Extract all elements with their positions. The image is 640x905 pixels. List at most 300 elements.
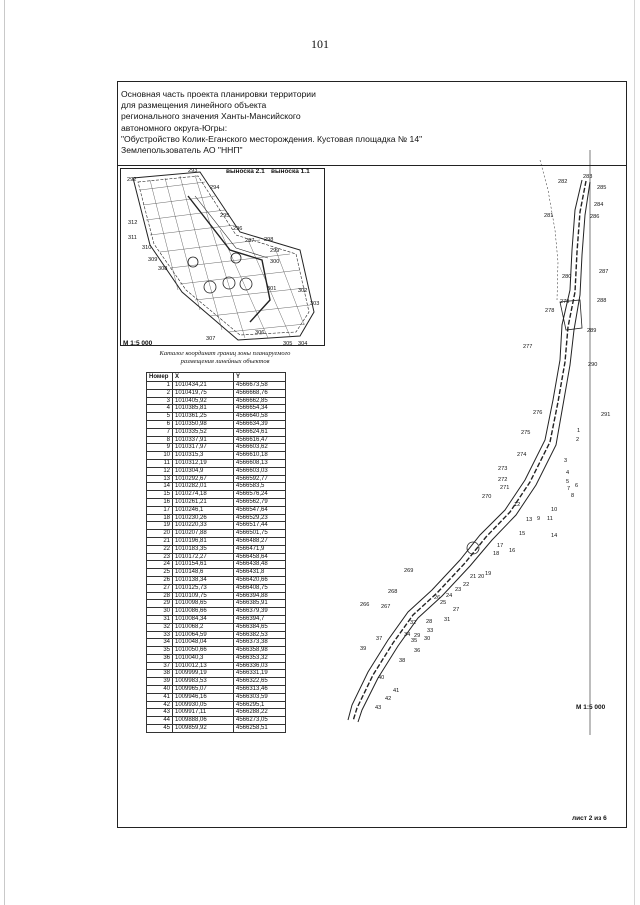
cell-x: 1010292,67 <box>173 475 234 483</box>
table-row <box>147 561 286 569</box>
table-row <box>147 405 286 413</box>
main-map-point-label: 288 <box>597 298 607 304</box>
cell-x: 1010261,21 <box>173 498 234 506</box>
cell-number: 31 <box>147 615 173 623</box>
table-row <box>147 654 286 662</box>
cell-number: 39 <box>147 678 173 686</box>
inset-map-point-label: 300 <box>270 259 280 265</box>
inset-pipeline <box>195 196 268 258</box>
main-map-point-label: 35 <box>411 638 418 644</box>
title-line: "Обустройство Колик-Еганского месторождения. Кустовая площадка № 14" <box>121 133 423 144</box>
cell-x: 1010335,52 <box>173 428 234 436</box>
table-row <box>147 506 286 514</box>
cell-y: 4566384,65 <box>234 623 286 631</box>
table-row <box>147 444 286 452</box>
cell-x: 1010125,73 <box>173 584 234 592</box>
cell-x: 1010312,19 <box>173 459 234 467</box>
table-row <box>147 545 286 553</box>
cell-y: 4566562,79 <box>234 498 286 506</box>
table-row <box>147 584 286 592</box>
main-map-point-label: 23 <box>455 587 462 593</box>
main-map-point-label: 6 <box>575 483 579 489</box>
cell-x: 1010350,98 <box>173 420 234 428</box>
cell-x: 1009930,05 <box>173 701 234 709</box>
cell-number: 19 <box>147 522 173 530</box>
cell-y: 4566273,05 <box>234 717 286 725</box>
cell-x: 1010068,2 <box>173 623 234 631</box>
table-row <box>147 413 286 421</box>
coordinate-table-body <box>147 382 286 733</box>
table-row <box>147 537 286 545</box>
main-map-point-label: 18 <box>493 551 500 557</box>
main-map-point-label: 10 <box>551 507 558 513</box>
main-map-point-label: 37 <box>376 636 383 642</box>
cell-y: 4566353,32 <box>234 654 286 662</box>
inset-map-point-label: 293 <box>188 168 198 174</box>
corridor-boundary-right <box>358 182 590 722</box>
coordinate-table <box>146 372 286 733</box>
inset-plan <box>133 172 314 340</box>
cell-number: 14 <box>147 483 173 491</box>
cell-x: 1010196,81 <box>173 537 234 545</box>
cell-number: 41 <box>147 693 173 701</box>
cell-y: 4566583,5 <box>234 483 286 491</box>
table-row <box>147 436 286 444</box>
cell-number: 21 <box>147 537 173 545</box>
cell-x: 1010064,59 <box>173 631 234 639</box>
table-row <box>147 662 286 670</box>
table-row <box>147 397 286 405</box>
cell-y: 4566576,24 <box>234 491 286 499</box>
cell-y: 4566438,48 <box>234 561 286 569</box>
inset-map-point-label: 299 <box>270 248 280 254</box>
inset-zone-boundary <box>133 172 314 340</box>
main-map-point-label: 21 <box>470 574 477 580</box>
inset-map-point-label: 312 <box>128 220 138 226</box>
cell-y: 4566408,75 <box>234 584 286 592</box>
cell-x: 1010317,97 <box>173 444 234 452</box>
cell-number: 12 <box>147 467 173 475</box>
main-map-point-label: 273 <box>498 466 508 472</box>
cell-number: 27 <box>147 584 173 592</box>
cell-x: 1010154,61 <box>173 561 234 569</box>
table-row <box>147 615 286 623</box>
main-map-point-label: 36 <box>414 648 421 654</box>
main-map-point-label: 278 <box>545 308 555 314</box>
cell-y: 4566673,58 <box>234 382 286 390</box>
main-map-point-label: 33 <box>427 628 434 634</box>
cell-y: 4566258,51 <box>234 725 286 733</box>
main-map-point-label: 275 <box>521 430 531 436</box>
main-map-point-label: 8 <box>571 493 575 499</box>
cell-x: 1009999,19 <box>173 670 234 678</box>
main-map-point-label: 43 <box>375 705 382 711</box>
cell-x: 1010385,81 <box>173 405 234 413</box>
cell-number: 30 <box>147 608 173 616</box>
table-row <box>147 670 286 678</box>
cell-y: 4566379,39 <box>234 608 286 616</box>
cell-number: 43 <box>147 709 173 717</box>
cell-x: 1010434,21 <box>173 382 234 390</box>
main-map-point-label: 5 <box>566 479 570 485</box>
cell-x: 1010405,92 <box>173 397 234 405</box>
cell-x: 1009859,92 <box>173 725 234 733</box>
inset-map-point-label: 301 <box>267 286 277 292</box>
inset-map-point-label: 296 <box>233 226 243 232</box>
table-row <box>147 475 286 483</box>
cell-number: 32 <box>147 623 173 631</box>
main-map-point-label: 290 <box>588 362 598 368</box>
inset-map-point-label: 297 <box>245 238 255 244</box>
inset-map-point-label: 295 <box>220 213 230 219</box>
inset-scale-label: М 1:5 000 <box>123 340 153 347</box>
main-map-point-label: 269 <box>404 568 414 574</box>
main-map-point-label: 270 <box>482 494 492 500</box>
table-row <box>147 686 286 694</box>
main-map-point-label: 287 <box>599 269 609 275</box>
cell-y: 4566610,18 <box>234 452 286 460</box>
cell-number: 16 <box>147 498 173 506</box>
cell-number: 42 <box>147 701 173 709</box>
cell-y: 4566471,9 <box>234 545 286 553</box>
cell-number: 11 <box>147 459 173 467</box>
cell-y: 4566624,61 <box>234 428 286 436</box>
cell-number: 40 <box>147 686 173 694</box>
table-row <box>147 725 286 733</box>
cell-x: 1010109,75 <box>173 592 234 600</box>
cell-y: 4566322,65 <box>234 678 286 686</box>
main-map-point-label: 26 <box>434 595 441 601</box>
cell-x: 1010315,3 <box>173 452 234 460</box>
main-map-point-label: 30 <box>424 636 431 642</box>
table-caption-line: размещения линейных объектов <box>180 358 270 365</box>
page-number: 101 <box>311 37 329 51</box>
title-line: Землепользователь АО "ННП" <box>121 145 243 156</box>
cell-number: 26 <box>147 576 173 584</box>
cell-y: 4566394,7 <box>234 615 286 623</box>
inset-hatch-grid <box>140 175 310 338</box>
cell-x: 1010050,66 <box>173 647 234 655</box>
main-map-point-label: 289 <box>587 328 597 334</box>
cell-number: 20 <box>147 530 173 538</box>
inset-map-point-label: 298 <box>264 237 274 243</box>
cell-x: 1010183,35 <box>173 545 234 553</box>
main-map-point-label: 17 <box>497 543 504 549</box>
table-row <box>147 522 286 530</box>
cell-y: 4566288,22 <box>234 709 286 717</box>
cell-number: 33 <box>147 631 173 639</box>
title-line: автономного округа-Югры: <box>121 122 228 133</box>
cell-y: 4566488,27 <box>234 537 286 545</box>
cell-y: 4566358,98 <box>234 647 286 655</box>
inset-map-point-label: 309 <box>148 257 158 263</box>
table-row <box>147 553 286 561</box>
cell-x: 1010207,88 <box>173 530 234 538</box>
cell-number: 13 <box>147 475 173 483</box>
cell-x: 1010282,01 <box>173 483 234 491</box>
table-row <box>147 709 286 717</box>
table-caption-line: Каталог координат границ зоны планируемого <box>159 350 291 357</box>
table-caption <box>150 350 300 366</box>
table-row <box>147 428 286 436</box>
adjacent-line <box>540 160 558 300</box>
title-line: для размещения линейного объекта <box>121 100 267 111</box>
main-map-point-label: 28 <box>426 619 433 625</box>
cell-number: 18 <box>147 514 173 522</box>
cell-number: 4 <box>147 405 173 413</box>
cell-y: 4566603,62 <box>234 444 286 452</box>
cell-y: 4566336,03 <box>234 662 286 670</box>
cell-y: 4566373,38 <box>234 639 286 647</box>
inset-callout-1-label: выноска 1.1 <box>271 168 310 175</box>
cell-y: 4566331,19 <box>234 670 286 678</box>
inset-well-marker <box>204 281 216 293</box>
inset-map-point-label: 303 <box>310 301 320 307</box>
main-map-point-label: 276 <box>533 410 543 416</box>
main-map-point-label: 277 <box>523 344 533 350</box>
main-map-point-label: 2 <box>576 437 580 443</box>
cell-x: 1010040,3 <box>173 654 234 662</box>
main-map-point-label: 40 <box>378 675 385 681</box>
table-row <box>147 631 286 639</box>
inset-map-point-label: 305 <box>283 341 293 347</box>
cell-x: 1009965,07 <box>173 686 234 694</box>
cell-y: 4566431,8 <box>234 569 286 577</box>
table-row <box>147 382 286 390</box>
cell-y: 4566385,91 <box>234 600 286 608</box>
inset-map-point-label: 307 <box>206 336 216 342</box>
main-map-point-label: 13 <box>526 517 533 523</box>
cell-number: 28 <box>147 592 173 600</box>
cell-x: 1010048,04 <box>173 639 234 647</box>
main-map-point-label: 291 <box>601 412 611 418</box>
main-map-point-label: 34 <box>404 632 411 638</box>
cell-number: 34 <box>147 639 173 647</box>
cell-number: 35 <box>147 647 173 655</box>
main-scale-label: М 1:5 000 <box>576 704 606 711</box>
table-row <box>147 389 286 397</box>
cell-y: 4566529,23 <box>234 514 286 522</box>
cell-x: 1010304,9 <box>173 467 234 475</box>
cell-number: 9 <box>147 444 173 452</box>
inset-map-point-label: 302 <box>298 288 308 294</box>
main-map-point-label: 22 <box>463 582 470 588</box>
table-row <box>147 647 286 655</box>
cell-x: 1009917,11 <box>173 709 234 717</box>
inset-callout-2-label: выноска 2.1 <box>226 168 265 175</box>
cell-x: 1010172,27 <box>173 553 234 561</box>
main-map-point-label: 15 <box>519 531 526 537</box>
main-map-point-label: 27 <box>453 607 460 613</box>
cell-y: 4566394,88 <box>234 592 286 600</box>
cell-number: 23 <box>147 553 173 561</box>
column-header-number: Номер <box>147 373 173 382</box>
cell-y: 4566458,64 <box>234 553 286 561</box>
cell-x: 1010086,66 <box>173 608 234 616</box>
main-map-point-label: 38 <box>399 658 406 664</box>
main-map-point-label: 267 <box>381 604 391 610</box>
main-map-point-label: 16 <box>509 548 516 554</box>
cell-x: 1009888,06 <box>173 717 234 725</box>
main-map-point-label: 286 <box>590 214 600 220</box>
column-header-x: X <box>173 373 234 382</box>
cell-number: 45 <box>147 725 173 733</box>
cell-y: 4566547,64 <box>234 506 286 514</box>
cell-y: 4566616,47 <box>234 436 286 444</box>
main-map-point-label: 3 <box>564 458 568 464</box>
cell-number: 3 <box>147 397 173 405</box>
main-map-point-label: 285 <box>597 185 607 191</box>
inset-map-point-label: 308 <box>158 266 168 272</box>
table-row <box>147 608 286 616</box>
main-map-point-label: 274 <box>517 452 527 458</box>
inset-map-point-label: 306 <box>255 330 265 336</box>
main-map-point-label: 29 <box>414 633 421 639</box>
main-map-point-label: 39 <box>360 646 367 652</box>
table-row <box>147 420 286 428</box>
table-row <box>147 600 286 608</box>
cell-x: 1010220,33 <box>173 522 234 530</box>
main-map-point-label: 25 <box>440 600 447 606</box>
inset-map-point-label: 311 <box>128 235 137 241</box>
cell-y: 4566654,34 <box>234 405 286 413</box>
table-row <box>147 639 286 647</box>
inset-map-point-label: 310 <box>142 245 152 251</box>
cell-y: 4566313,46 <box>234 686 286 694</box>
main-map-point-label: 7 <box>567 486 571 492</box>
cell-y: 4566303,59 <box>234 693 286 701</box>
cell-x: 1010246,1 <box>173 506 234 514</box>
cell-y: 4566420,66 <box>234 576 286 584</box>
inset-map-point-label: 292 <box>127 177 137 183</box>
cell-x: 1010084,34 <box>173 615 234 623</box>
main-map-point-label: 14 <box>551 533 558 539</box>
main-map-point-label: 279 <box>560 299 570 305</box>
table-row <box>147 717 286 725</box>
cell-x: 1010419,75 <box>173 389 234 397</box>
sheet-number: лист 2 из 6 <box>572 815 607 822</box>
cell-x: 1010098,65 <box>173 600 234 608</box>
cell-number: 25 <box>147 569 173 577</box>
inset-well-marker <box>223 277 235 289</box>
cell-y: 4566668,76 <box>234 389 286 397</box>
cell-y: 4566634,39 <box>234 420 286 428</box>
table-row <box>147 530 286 538</box>
cell-x: 1010138,34 <box>173 576 234 584</box>
main-map-point-label: 280 <box>562 274 572 280</box>
corridor-boundary-left <box>348 180 582 720</box>
cell-number: 6 <box>147 420 173 428</box>
inset-map-point-label: 294 <box>210 185 220 191</box>
cell-number: 1 <box>147 382 173 390</box>
cell-number: 36 <box>147 654 173 662</box>
cell-number: 7 <box>147 428 173 436</box>
main-map-point-label: 282 <box>558 179 568 185</box>
inset-map-point-label: 304 <box>298 341 308 347</box>
title-line: Основная часть проекта планировки территории <box>121 89 316 99</box>
main-map-point-label: 41 <box>393 688 400 694</box>
table-row <box>147 701 286 709</box>
cell-y: 4566382,53 <box>234 631 286 639</box>
main-map-point-label: 19 <box>485 571 492 577</box>
cell-x: 1010361,25 <box>173 413 234 421</box>
cell-number: 22 <box>147 545 173 553</box>
cell-number: 2 <box>147 389 173 397</box>
cell-number: 15 <box>147 491 173 499</box>
cell-y: 4566295,1 <box>234 701 286 709</box>
cell-y: 4566662,85 <box>234 397 286 405</box>
cell-number: 5 <box>147 413 173 421</box>
main-map-point-label: 281 <box>544 213 554 219</box>
main-map-point-label: 32 <box>410 620 417 626</box>
main-map-point-label: 12 <box>514 502 521 508</box>
cell-number: 37 <box>147 662 173 670</box>
cell-x: 1010274,18 <box>173 491 234 499</box>
cell-x: 1010230,26 <box>173 514 234 522</box>
cell-number: 44 <box>147 717 173 725</box>
main-map-point-label: 268 <box>388 589 398 595</box>
title-line: регионального значения Ханты-Мансийского <box>121 111 301 122</box>
cell-number: 17 <box>147 506 173 514</box>
cell-number: 29 <box>147 600 173 608</box>
main-map-labels <box>360 174 610 711</box>
main-map-point-label: 272 <box>498 477 508 483</box>
cell-y: 4566640,58 <box>234 413 286 421</box>
cell-x: 1010012,13 <box>173 662 234 670</box>
table-row <box>147 452 286 460</box>
cell-x: 1009946,16 <box>173 693 234 701</box>
table-row <box>147 678 286 686</box>
main-map-point-label: 1 <box>577 428 581 434</box>
main-map-point-label: 42 <box>385 696 392 702</box>
main-map-point-label: 283 <box>583 174 593 180</box>
table-row <box>147 514 286 522</box>
main-map-point-label: 31 <box>444 617 451 623</box>
table-row <box>147 459 286 467</box>
cell-y: 4566608,13 <box>234 459 286 467</box>
main-map-point-label: 271 <box>500 485 510 491</box>
table-row <box>147 592 286 600</box>
column-header-y: Y <box>234 373 286 382</box>
cell-number: 10 <box>147 452 173 460</box>
cell-number: 24 <box>147 561 173 569</box>
cell-x: 1009983,53 <box>173 678 234 686</box>
inset-map-labels <box>127 168 319 347</box>
main-map-point-label: 4 <box>566 470 570 476</box>
cell-x: 1010148,6 <box>173 569 234 577</box>
table-header-row <box>147 373 286 382</box>
table-row <box>147 569 286 577</box>
cell-y: 4566501,75 <box>234 530 286 538</box>
table-row <box>147 491 286 499</box>
table-row <box>147 483 286 491</box>
inset-zone-inner <box>138 176 309 335</box>
table-row <box>147 467 286 475</box>
table-row <box>147 623 286 631</box>
table-row <box>147 693 286 701</box>
cell-y: 4566517,44 <box>234 522 286 530</box>
main-map-point-label: 24 <box>446 593 453 599</box>
cell-x: 1010337,91 <box>173 436 234 444</box>
cell-number: 38 <box>147 670 173 678</box>
cell-number: 8 <box>147 436 173 444</box>
table-row <box>147 576 286 584</box>
main-map-point-label: 11 <box>547 516 553 522</box>
cell-y: 4566592,77 <box>234 475 286 483</box>
main-map-point-label: 9 <box>537 516 541 522</box>
table-row <box>147 498 286 506</box>
main-map-point-label: 266 <box>360 602 370 608</box>
